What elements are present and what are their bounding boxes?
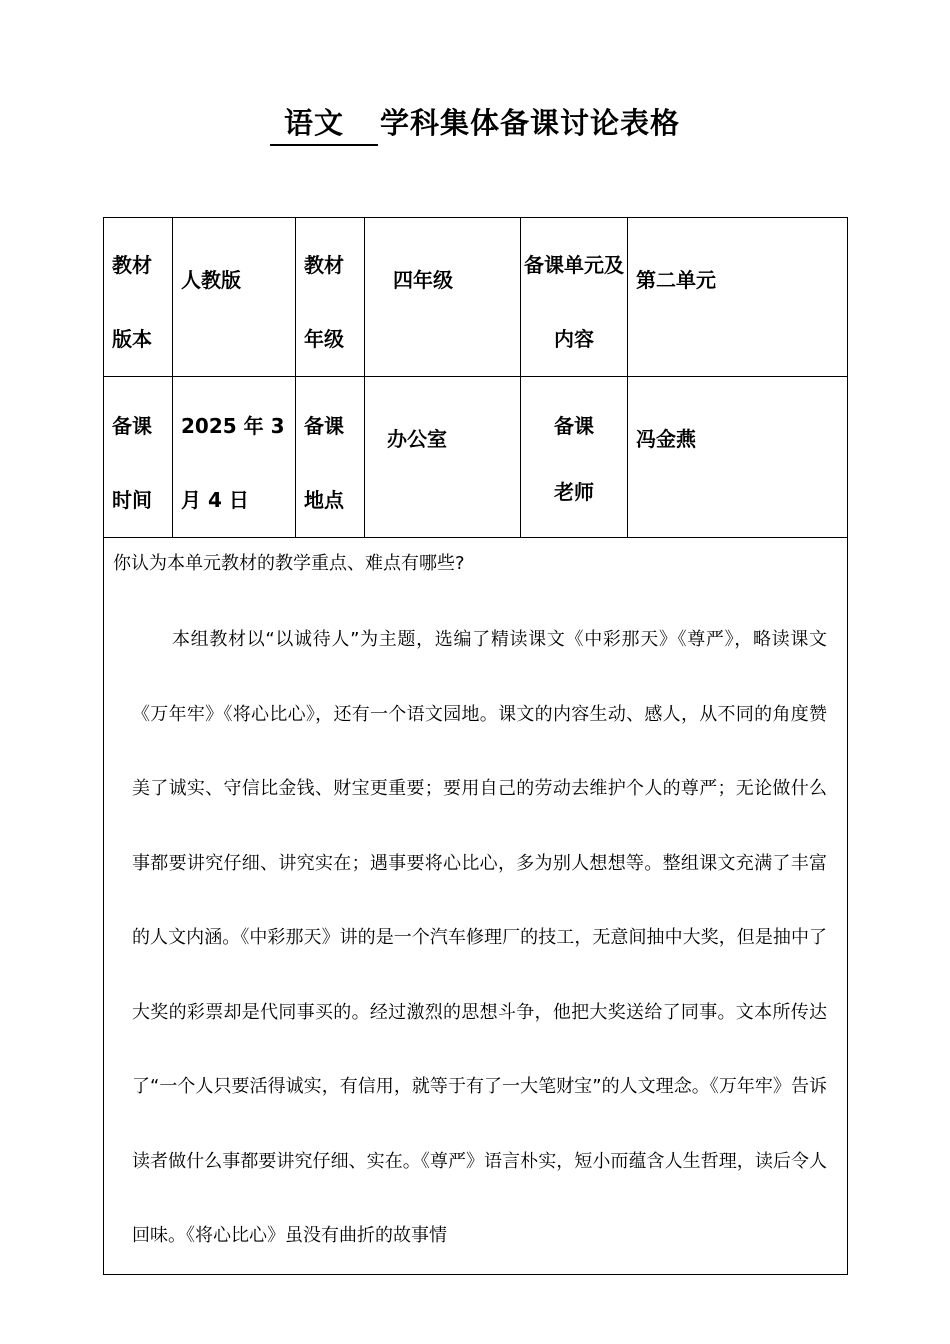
prep-time-value-line1: 2025 年 3 (181, 414, 285, 438)
prep-time-value-cell (173, 377, 296, 538)
grade-label-line1: 教材 (304, 253, 344, 277)
unit-label-line1: 备课单元及 (524, 253, 624, 277)
lesson-prep-table (103, 217, 848, 1275)
table-row (104, 377, 848, 538)
prep-teacher-value: 冯金燕 (628, 377, 848, 538)
prep-time-label-cell (104, 377, 173, 538)
prep-place-label-cell (296, 377, 365, 538)
textbook-version-label-cell (104, 218, 173, 377)
prep-time-label-line1: 备课 (112, 414, 152, 438)
prep-time-value-line2: 月 4 日 (181, 488, 249, 512)
prep-place-value: 办公室 (365, 377, 521, 538)
discussion-question: 你认为本单元教材的教学重点、难点有哪些? (113, 553, 465, 574)
textbook-version-label-line2: 版本 (112, 327, 152, 351)
prep-teacher-label-line2: 老师 (554, 480, 594, 504)
prep-time-label-line2: 时间 (112, 488, 152, 512)
textbook-version-label-line1: 教材 (112, 253, 152, 277)
discussion-answer: 本组教材以“以诚待人”为主题，选编了精读课文《中彩那天》《尊严》，略读课文《万年牢》《将心比心》，还有一个语文园地。课文的内容生动、感人，从不同的角度赞美了诚实、守信比金钱、财宝更重要；要用自己的劳动去维护个人的尊严；无论做什么事都要讲究仔细、讲究实在；遇事要将心比心，多为别人想想等。整组课文充满了丰富的人文内涵。《中彩那天》讲的是一个汽车修理厂的技工，无意间抽中大奖，但是抽中了大奖的彩票却是代同事买的。经过激烈的思想斗争，他把大奖送给了同事。文本所传达了“一个人只要活得诚实，有信用，就等于有了一大笔财宝”的人文理念。《万年牢》告诉读者做什么事都要讲究仔细、实在。《尊严》语言朴实，短小而蕴含人生哲理，读后令人回味。《将心比心》虽没有曲折的故事情 (132, 629, 827, 1246)
grade-value: 四年级 (365, 218, 521, 377)
textbook-version-value: 人教版 (173, 218, 296, 377)
prep-teacher-label-cell (521, 377, 628, 538)
subject-name: 语文 (270, 104, 378, 146)
unit-label-cell (521, 218, 628, 377)
discussion-cell (104, 538, 848, 1275)
table-row (104, 218, 848, 377)
unit-label-line2: 内容 (554, 327, 594, 351)
prep-place-label-line2: 地点 (304, 488, 344, 512)
prep-place-label-line1: 备课 (304, 414, 344, 438)
grade-label-line2: 年级 (304, 327, 344, 351)
prep-teacher-label-line1: 备课 (554, 414, 594, 438)
unit-value: 第二单元 (628, 218, 848, 377)
page-title (0, 104, 950, 146)
grade-label-cell (296, 218, 365, 377)
table-row (104, 538, 848, 1275)
title-text: 学科集体备课讨论表格 (380, 106, 681, 140)
